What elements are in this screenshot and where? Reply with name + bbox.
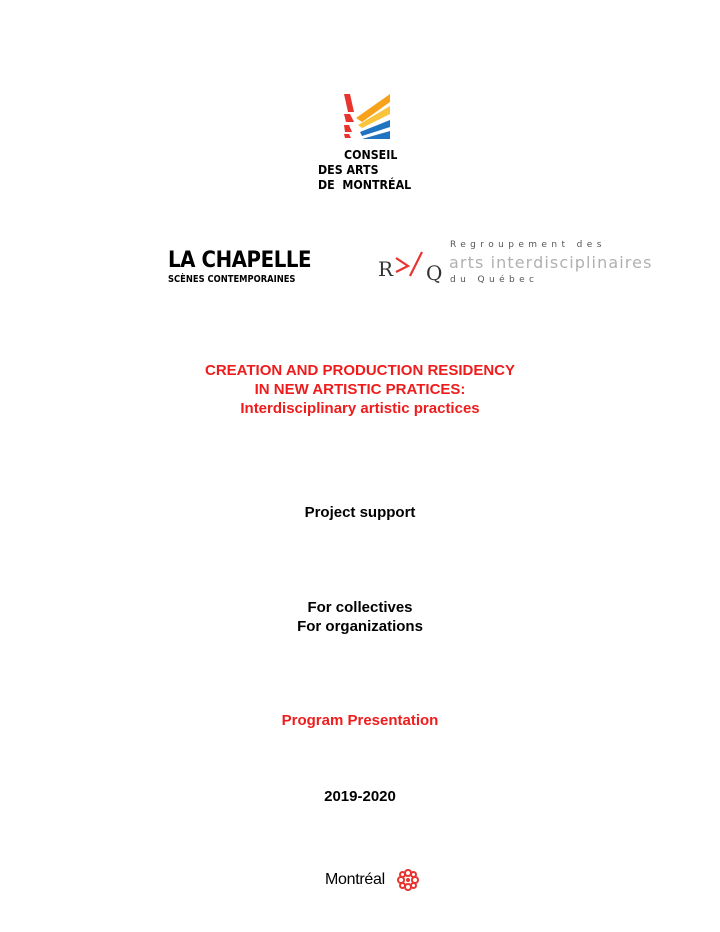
la-chapelle-logo <box>168 250 313 285</box>
title-line-3: Interdisciplinary artistic practices <box>240 400 480 417</box>
raiq-line-2: arts interdisciplinaires <box>449 253 653 272</box>
raiq-arrow-mark <box>396 258 408 272</box>
la-chapelle-title: LA CHAPELLE <box>168 248 312 273</box>
audience-collectives: For collectives <box>307 599 413 616</box>
montreal-wordmark: Montréal <box>325 871 385 888</box>
cam-red-stroke-2 <box>344 114 354 122</box>
montreal-rosette-icon <box>397 869 419 891</box>
montreal-logo <box>325 868 425 894</box>
raiq-slash-mark <box>410 252 422 276</box>
title-line-2: IN NEW ARTISTIC PRATICES: <box>254 381 466 398</box>
raiq-line-3: du Québec <box>450 275 539 285</box>
raiq-line-1: Regroupement des <box>450 240 606 250</box>
cam-line-1: CONSEIL <box>344 148 398 162</box>
project-support-heading: Project support <box>304 504 416 521</box>
raiq-mark <box>376 248 448 284</box>
cam-line-2: DES ARTS <box>318 163 379 177</box>
title-line-1: CREATION AND PRODUCTION RESIDENCY <box>204 362 515 379</box>
conseil-des-arts-mark <box>342 92 392 142</box>
raiq-letter-q: Q <box>426 261 443 284</box>
cam-red-stroke-4 <box>344 134 351 138</box>
program-years: 2019-2020 <box>324 788 396 805</box>
program-presentation-heading: Program Presentation <box>281 712 439 729</box>
cam-red-stroke-3 <box>344 125 352 132</box>
audience-organizations: For organizations <box>297 618 423 635</box>
la-chapelle-subtitle: SCÈNES CONTEMPORAINES <box>168 274 296 285</box>
cam-red-stroke-1 <box>344 94 354 112</box>
audience-list <box>0 598 720 636</box>
raiq-logo <box>376 240 656 290</box>
document-title <box>0 361 720 418</box>
conseil-des-arts-logo <box>318 92 418 192</box>
cam-line-3: DE MONTRÉAL <box>318 178 412 192</box>
raiq-letter-r: R <box>378 257 394 281</box>
